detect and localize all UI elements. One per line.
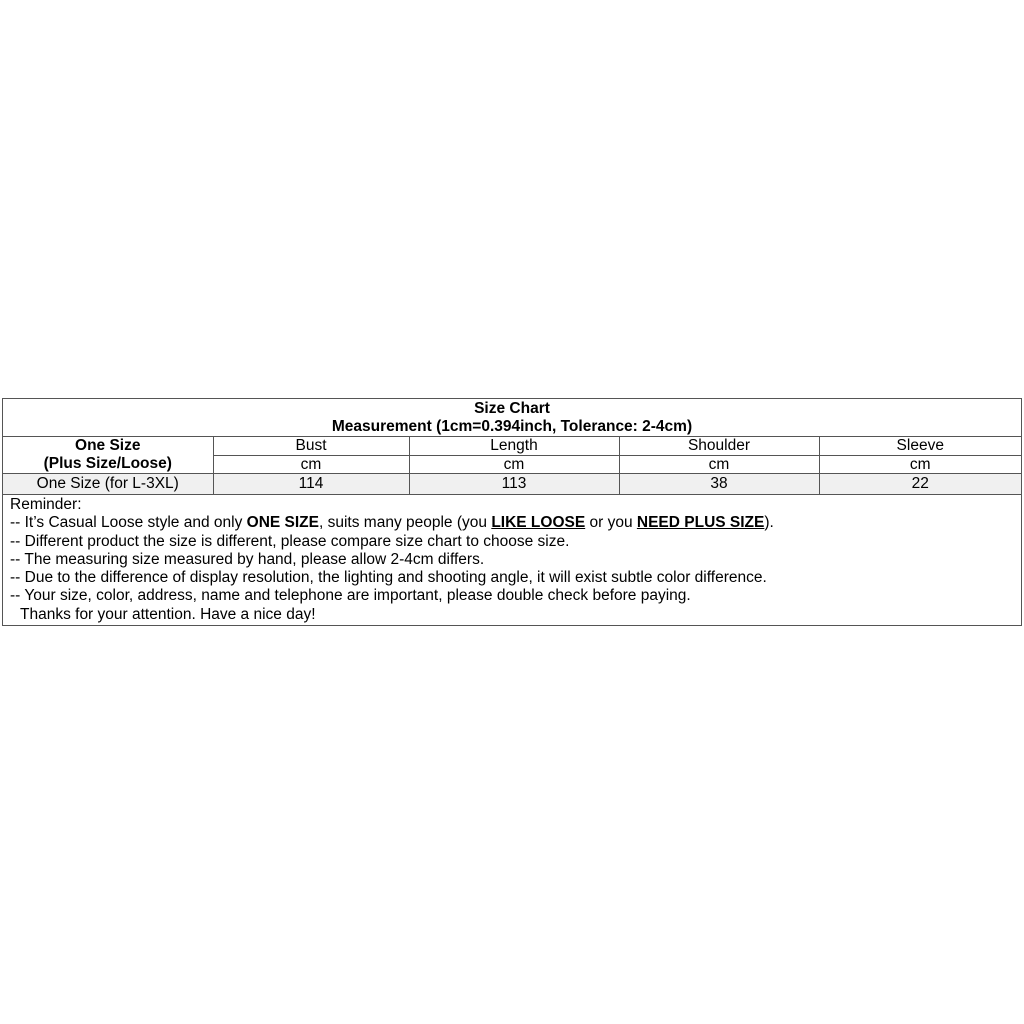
reminder-text: ). (764, 514, 774, 532)
reminder-section (3, 495, 1021, 624)
value-bust: 114 (213, 474, 409, 495)
row-label: One Size (for L-3XL) (3, 474, 213, 495)
size-table (3, 436, 1021, 495)
chart-subtitle: Measurement (1cm=0.394inch, Tolerance: 2-4cm) (331, 418, 693, 435)
unit-cell: cm (819, 455, 1021, 474)
reminder-text: , suits many people (you (319, 514, 492, 532)
reminder-line-5: -- Your size, color, address, name and telephone are important, please double check before paying. (10, 587, 691, 605)
size-chart (2, 398, 1022, 626)
reminder-text: -- It’s Casual Loose style and only (10, 514, 247, 532)
row-header-line1: One Size (75, 437, 141, 454)
table-row (3, 474, 1021, 495)
column-header-row (3, 437, 1021, 456)
unit-cell: cm (213, 455, 409, 474)
chart-header (3, 399, 1021, 437)
reminder-heading: Reminder: (10, 496, 82, 513)
column-header-shoulder: Shoulder (619, 437, 819, 456)
value-shoulder: 38 (619, 474, 819, 495)
value-length: 113 (409, 474, 619, 495)
reminder-line-3: -- The measuring size measured by hand, please allow 2-4cm differs. (10, 550, 485, 568)
reminder-line-4: -- Due to the difference of display resolution, the lighting and shooting angle, it will exist subtle color difference. (10, 569, 767, 587)
column-header-bust: Bust (213, 437, 409, 456)
need-plus-size-emphasis: NEED PLUS SIZE (636, 514, 765, 532)
unit-cell: cm (619, 455, 819, 474)
reminder-line-2: -- Different product the size is different, please compare size chart to choose size. (10, 532, 570, 550)
column-header-length: Length (409, 437, 619, 456)
value-sleeve: 22 (819, 474, 1021, 495)
reminder-text: or you (585, 514, 637, 532)
row-header-line2: (Plus Size/Loose) (43, 455, 172, 472)
unit-cell: cm (409, 455, 619, 474)
like-loose-emphasis: LIKE LOOSE (491, 514, 586, 532)
reminder-closing: Thanks for your attention. Have a nice day! (20, 605, 316, 623)
one-size-emphasis: ONE SIZE (246, 514, 319, 532)
row-header-cell (3, 437, 213, 474)
reminder-line-1 (10, 514, 1021, 532)
chart-title: Size Chart (474, 400, 550, 417)
column-header-sleeve: Sleeve (819, 437, 1021, 456)
